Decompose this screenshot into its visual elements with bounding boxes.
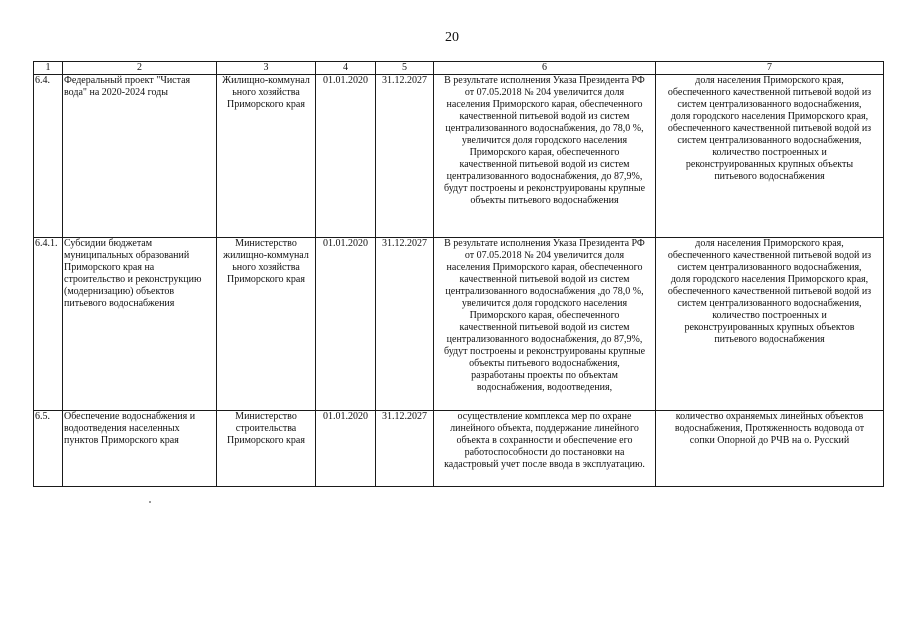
indicator-line: сопки Опорной до РЧВ на о. Русский bbox=[689, 435, 850, 446]
indicator-line: доля городского населения Приморского края, bbox=[670, 274, 869, 285]
indicators bbox=[656, 238, 884, 411]
executor-line: жилищно-коммунал bbox=[223, 250, 309, 261]
measure-name-line: (модернизацию) объектов bbox=[64, 286, 175, 297]
measure-name bbox=[63, 238, 217, 411]
header-col-1: 1 bbox=[34, 62, 63, 75]
table-row bbox=[34, 411, 884, 487]
result-line: от 07.05.2018 № 204 увеличится доля bbox=[464, 250, 625, 261]
result-line: увеличится доля городского населения bbox=[461, 298, 628, 309]
measure-name bbox=[63, 75, 217, 238]
row-number: 6.4. bbox=[34, 75, 63, 238]
table-row bbox=[34, 75, 884, 238]
header-col-3: 3 bbox=[217, 62, 316, 75]
result-line: водоснабжения, водоотведения, bbox=[476, 382, 613, 393]
indicator-line: питьевого водоснабжения bbox=[714, 334, 825, 345]
indicator-line: доля городского населения Приморского края, bbox=[670, 111, 869, 122]
result-line: качественной питьевой водой из систем bbox=[459, 274, 630, 285]
measure-name-line: питьевого водоснабжения bbox=[64, 298, 175, 309]
measure-name-line: Приморского края на bbox=[64, 262, 155, 273]
executor-line: Министерство bbox=[235, 411, 297, 422]
result-line: от 07.05.2018 № 204 увеличится доля bbox=[464, 87, 625, 98]
executor-line: Приморского края bbox=[227, 99, 305, 110]
header-col-5: 5 bbox=[376, 62, 434, 75]
result-line: В результате исполнения Указа Президента РФ bbox=[444, 238, 645, 249]
executor-line: Министерство bbox=[235, 238, 297, 249]
result-line: централизованного водоснабжения ,до 78,0 %, bbox=[445, 286, 644, 297]
indicator-line: количество построенных и bbox=[712, 310, 827, 321]
result-line: населения Приморского карая, обеспеченного bbox=[446, 99, 643, 110]
result-line: централизованного водоснабжения, до 87,9%, bbox=[446, 171, 643, 182]
result-line: будут построены и реконструированы крупные bbox=[443, 346, 646, 357]
indicators bbox=[656, 75, 884, 238]
indicator-line: реконструированных крупных объекты bbox=[685, 159, 854, 170]
page-number: 20 bbox=[445, 30, 459, 45]
result-line: Приморского карая, обеспеченного bbox=[469, 310, 620, 321]
result-line: работоспособности до постановки на bbox=[464, 447, 625, 458]
expected-result bbox=[434, 75, 656, 238]
result-line: линейного объекта, поддержание линейного bbox=[450, 423, 639, 434]
measures-table bbox=[33, 61, 884, 487]
result-line: кадастровый учет после ввода в эксплуатацию. bbox=[444, 459, 645, 470]
indicator-line: обеспеченного качественной питьевой водой из bbox=[667, 123, 872, 134]
measure-name-line: Федеральный проект "Чистая bbox=[64, 75, 191, 86]
end-date: 31.12.2027 bbox=[376, 411, 434, 487]
header-col-7: 7 bbox=[656, 62, 884, 75]
indicator-line: обеспеченного качественной питьевой водой из bbox=[667, 286, 872, 297]
row-number: 6.5. bbox=[34, 411, 63, 487]
executor bbox=[217, 411, 316, 487]
result-line: увеличится доля городского населения bbox=[461, 135, 628, 146]
measure-name-line: строительство и реконструкцию bbox=[64, 274, 202, 285]
result-line: объекты питьевого водоснабжения, bbox=[469, 358, 620, 369]
executor-line: ьного хозяйства bbox=[232, 262, 300, 273]
result-line: разработаны проекты по объектам bbox=[471, 370, 618, 381]
indicator-line: обеспеченного качественной питьевой водой из bbox=[667, 87, 872, 98]
indicator-line: реконструированных крупных объектов bbox=[684, 322, 855, 333]
measure-name-line: муниципальных образований bbox=[64, 250, 190, 261]
end-date: 31.12.2027 bbox=[376, 238, 434, 411]
result-line: централизованного водоснабжения, до 87,9%, bbox=[446, 334, 643, 345]
scan-speck bbox=[149, 501, 151, 503]
executor bbox=[217, 238, 316, 411]
header-col-2: 2 bbox=[63, 62, 217, 75]
measure-name-line: Субсидии бюджетам bbox=[64, 238, 153, 249]
measure-name bbox=[63, 411, 217, 487]
indicator-line: систем централизованного водоснабжения, bbox=[677, 99, 862, 110]
result-line: качественной питьевой водой из систем bbox=[459, 159, 630, 170]
expected-result bbox=[434, 411, 656, 487]
result-line: объекты питьевого водоснабжения bbox=[470, 195, 619, 206]
start-date: 01.01.2020 bbox=[316, 75, 376, 238]
result-line: централизованного водоснабжения, до 78,0 %, bbox=[445, 123, 644, 134]
result-line: объекта в сохранности и обеспечение его bbox=[456, 435, 633, 446]
executor bbox=[217, 75, 316, 238]
measure-name-line: пунктов Приморского края bbox=[64, 435, 179, 446]
result-line: качественной питьевой водой из систем bbox=[459, 322, 630, 333]
indicator-line: водоснабжения, Протяженность водовода от bbox=[674, 423, 865, 434]
result-line: будут построены и реконструированы крупные bbox=[443, 183, 646, 194]
measure-name-line: водоотведения населенных bbox=[64, 423, 180, 434]
row-number: 6.4.1. bbox=[34, 238, 63, 411]
indicator-line: доля населения Приморского края, bbox=[695, 238, 844, 249]
measure-name-line: вода" на 2020-2024 годы bbox=[64, 87, 168, 98]
start-date: 01.01.2020 bbox=[316, 411, 376, 487]
header-col-4: 4 bbox=[316, 62, 376, 75]
result-line: осуществление комплекса мер по охране bbox=[457, 411, 632, 422]
indicator-line: количество охраняемых линейных объектов bbox=[675, 411, 864, 422]
start-date: 01.01.2020 bbox=[316, 238, 376, 411]
result-line: Приморского карая, обеспеченного bbox=[469, 147, 620, 158]
indicator-line: доля населения Приморского края, bbox=[695, 75, 844, 86]
indicator-line: систем централизованного водоснабжения, bbox=[677, 298, 862, 309]
indicator-line: систем централизованного водоснабжения, bbox=[677, 262, 862, 273]
indicator-line: питьевого водоснабжения bbox=[714, 171, 825, 182]
result-line: В результате исполнения Указа Президента РФ bbox=[444, 75, 645, 86]
result-line: качественной питьевой водой из систем bbox=[459, 111, 630, 122]
header-row bbox=[34, 62, 884, 75]
measure-name-line: Обеспечение водоснабжения и bbox=[64, 411, 196, 422]
indicator-line: количество построенных и bbox=[712, 147, 827, 158]
table-row bbox=[34, 238, 884, 411]
indicators bbox=[656, 411, 884, 487]
header-col-6: 6 bbox=[434, 62, 656, 75]
result-line: населения Приморского карая, обеспеченного bbox=[446, 262, 643, 273]
executor-line: строительства bbox=[235, 423, 297, 434]
indicator-line: обеспеченного качественной питьевой водой из bbox=[667, 250, 872, 261]
executor-line: Жилищно-коммунал bbox=[222, 75, 310, 86]
executor-line: ьного хозяйства bbox=[232, 87, 300, 98]
executor-line: Приморского края bbox=[227, 435, 305, 446]
expected-result bbox=[434, 238, 656, 411]
indicator-line: систем централизованного водоснабжения, bbox=[677, 135, 862, 146]
end-date: 31.12.2027 bbox=[376, 75, 434, 238]
executor-line: Приморского края bbox=[227, 274, 305, 285]
